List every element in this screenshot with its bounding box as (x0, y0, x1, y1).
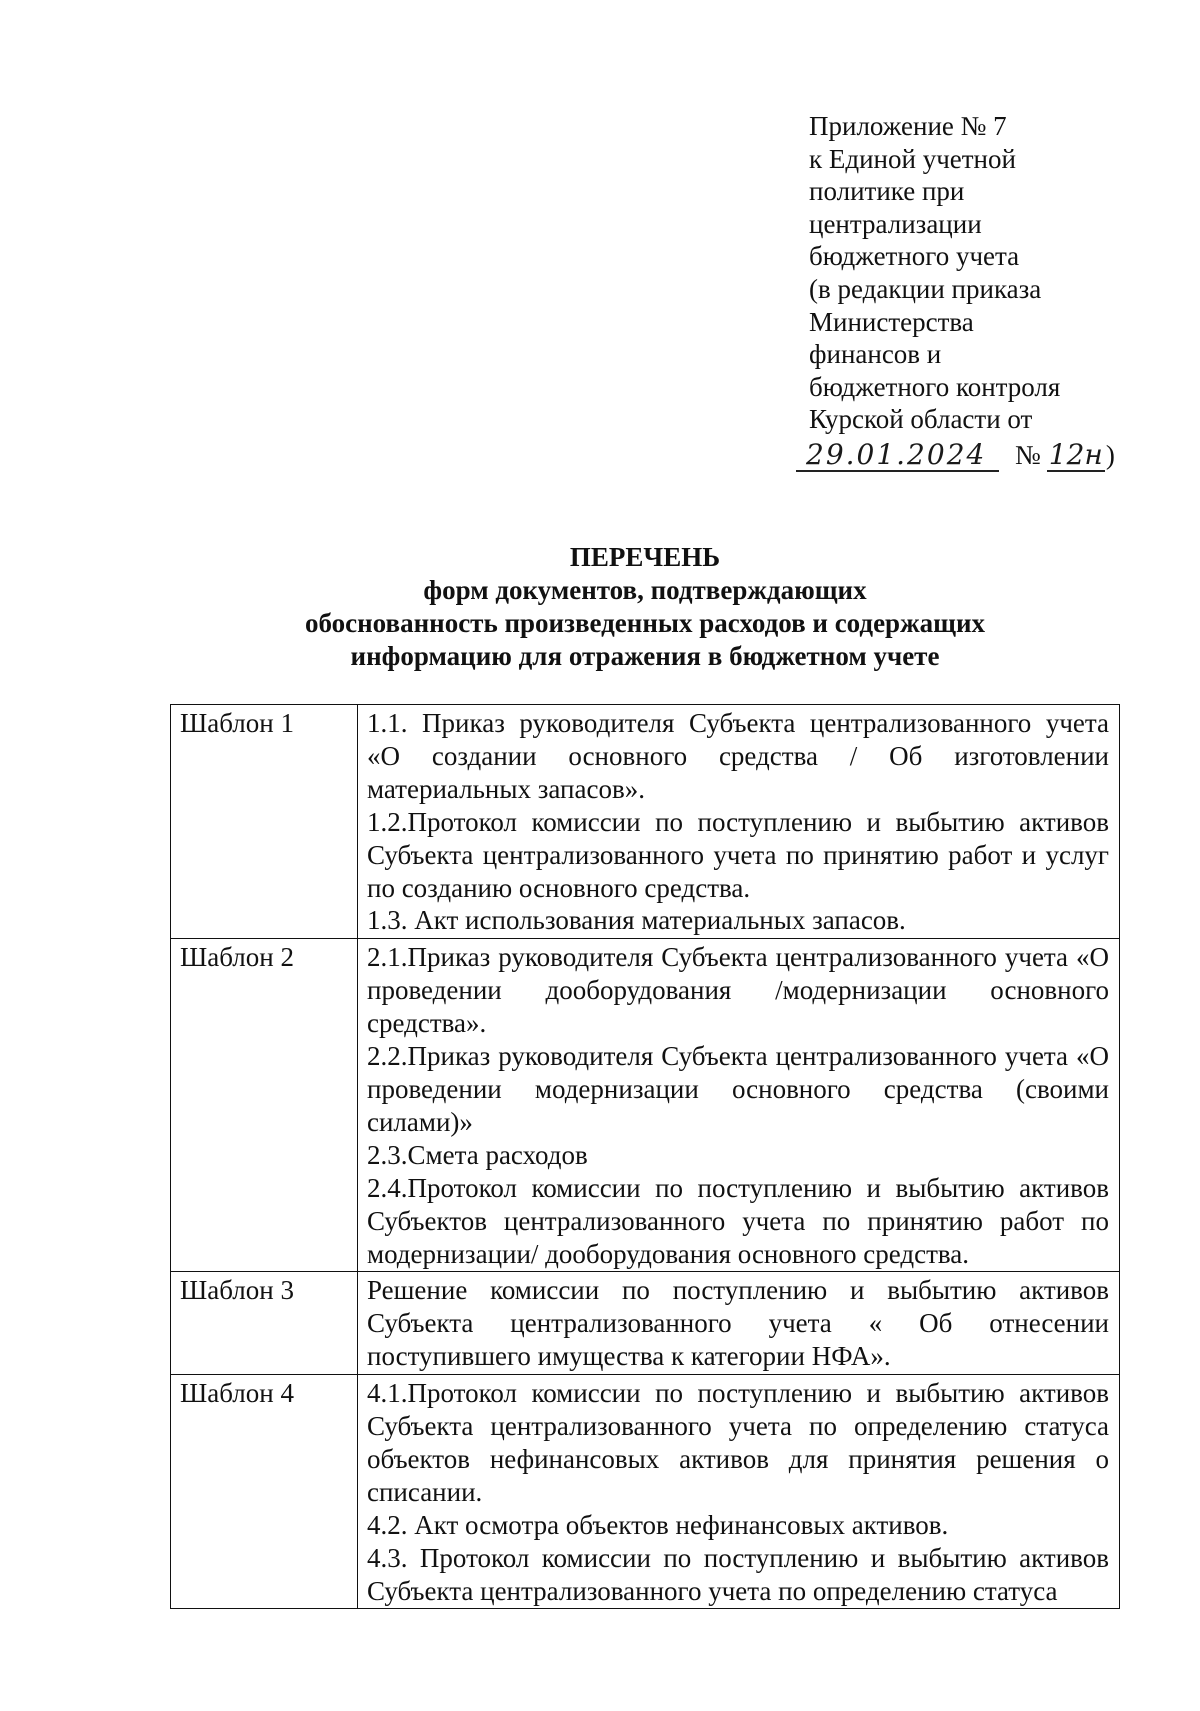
table-row (171, 1272, 1120, 1375)
document-item: 1.2.Протокол комиссии по поступлению и выбытию активов Субъекта централизованного учета по принятию работ и услуг по созданию основного средства. (367, 806, 1109, 903)
order-date-line (806, 437, 1115, 472)
document-item: 2.1.Приказ руководителя Субъекта централизованного учета «О проведении дооборудования /модернизации основного средства». (367, 942, 1109, 1039)
forms-table (170, 704, 1120, 1609)
appendix-line: политике при (809, 176, 965, 207)
template-cell: Шаблон 2 (171, 939, 358, 1272)
number-label: № (1015, 440, 1041, 471)
appendix-line: (в редакции приказа (809, 273, 1042, 304)
appendix-block (806, 110, 1115, 472)
document-item: 4.2. Акт осмотра объектов нефинансовых активов. (367, 1509, 949, 1540)
appendix-line: бюджетного контроля (809, 371, 1061, 402)
template-cell: Шаблон 1 (171, 705, 358, 939)
appendix-line: к Единой учетной (809, 143, 1016, 174)
title-line: форм документов, подтверждающих (423, 575, 867, 605)
title-heading: ПЕРЕЧЕНЬ (569, 542, 721, 572)
document-item: 4.3. Протокол комиссии по поступлению и выбытию активов Субъекта централизованного учета по определению статуса (367, 1542, 1109, 1606)
table-row (171, 705, 1120, 939)
template-cell: Шаблон 4 (171, 1375, 358, 1609)
handwritten-order-number: 12н (1048, 437, 1103, 471)
table-row (171, 939, 1120, 1272)
title-line: информацию для отражения в бюджетном учете (350, 641, 940, 671)
document-item: 4.1.Протокол комиссии по поступлению и выбытию активов Субъекта централизованного учета по определению статуса объектов нефинансовых активов для принятия решения о списании. (367, 1378, 1109, 1507)
handwritten-date: 29.01.2024 (796, 440, 999, 472)
appendix-line: централизации (809, 208, 982, 239)
documents-cell (358, 1375, 1120, 1609)
document-item: 2.2.Приказ руководителя Субъекта централизованного учета «О проведении модернизации основного средства (своими силами)» (367, 1041, 1109, 1137)
appendix-line: финансов и (809, 339, 942, 370)
closing-paren: ) (1105, 440, 1115, 471)
title-line: обоснованность произведенных расходов и содержащих (304, 608, 985, 638)
document-item: Решение комиссии по поступлению и выбытию активов Субъекта централизованного учета « Об отнесении поступившего имущества к категории НФА». (367, 1275, 1109, 1372)
documents-cell (358, 1272, 1120, 1375)
appendix-line: Курской области от (809, 404, 1033, 435)
document-item: 1.1. Приказ руководителя Субъекта централизованного учета «О создании основного средства / Об изготовлении материальных запасов». (367, 708, 1109, 804)
appendix-line: Министерства (809, 306, 974, 337)
document-item: 2.4.Протокол комиссии по поступлению и выбытию активов Субъектов централизованного учета по принятию работ по модернизации/ дооборудования основного средства. (367, 1172, 1109, 1269)
documents-cell (358, 939, 1120, 1272)
appendix-line: бюджетного учета (809, 241, 1020, 272)
table-row (171, 1375, 1120, 1609)
document-item: 1.3. Акт использования материальных запасов. (367, 905, 906, 936)
document-title (160, 541, 1130, 673)
document-item: 2.3.Смета расходов (367, 1139, 588, 1170)
template-cell: Шаблон 3 (171, 1272, 358, 1375)
documents-cell (358, 705, 1120, 939)
appendix-line: Приложение № 7 (809, 111, 1007, 141)
